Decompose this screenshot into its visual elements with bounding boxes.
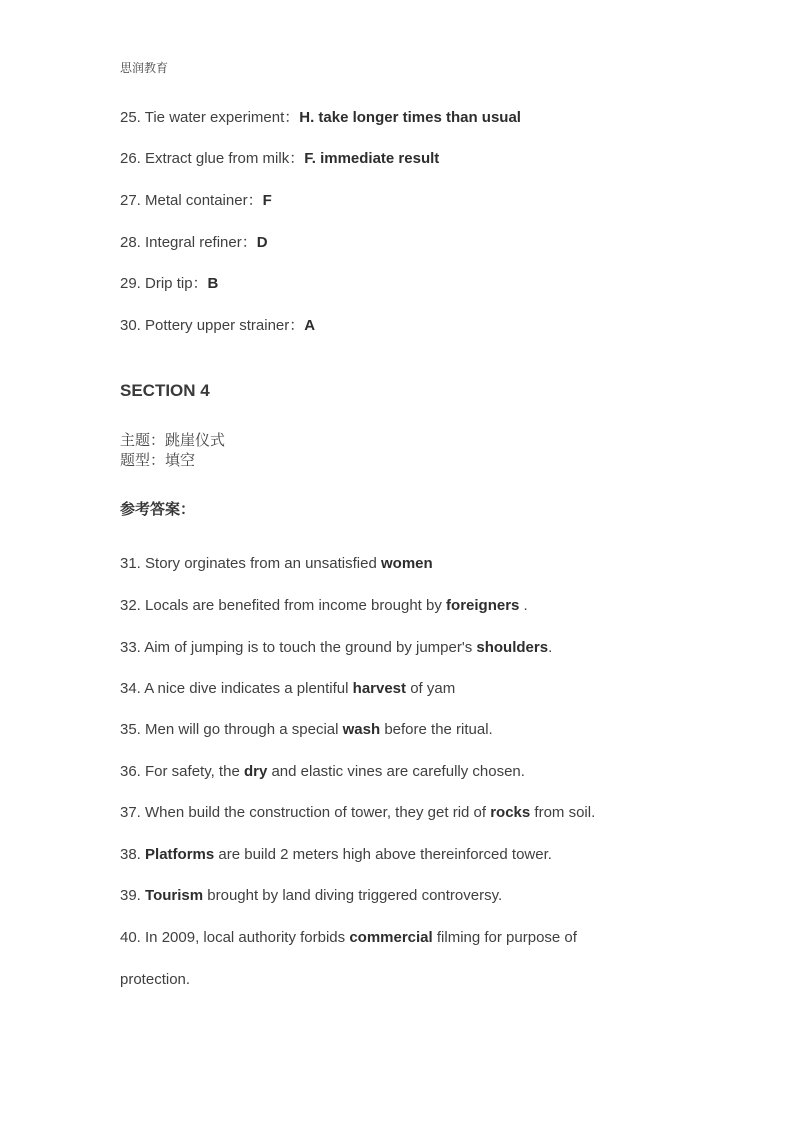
answer-line-29: [120, 274, 218, 294]
answer-key: B: [207, 275, 219, 292]
answer-text: 34. A nice dive indicates a plentiful: [120, 680, 353, 697]
answer-text: 32. Locals are benefited from income brought by: [120, 597, 447, 614]
answer-line-40-continuation: protection.: [120, 971, 191, 988]
answer-line-35: [120, 720, 493, 740]
answer-key: wash: [342, 721, 381, 738]
answer-text: 29. Drip tip：: [120, 275, 208, 292]
answer-key: F: [262, 192, 272, 209]
answer-line-37: [120, 803, 595, 823]
answer-text: 40. In 2009, local authority forbids: [120, 929, 350, 946]
section-title: SECTION 4: [120, 381, 210, 400]
answer-text: are build 2 meters high above thereinforced tower.: [214, 846, 552, 863]
answer-text: of yam: [406, 680, 456, 697]
answer-line-27: [120, 191, 272, 211]
answer-line-40: [120, 928, 577, 948]
section-question-type: 题型：填空: [120, 452, 196, 469]
reference-answer-label: 参考答案：: [120, 501, 196, 518]
answer-key: rocks: [490, 804, 531, 821]
answer-text: 25. Tie water experiment：: [120, 109, 300, 126]
answer-text: 28. Integral refiner：: [120, 234, 257, 251]
answer-key: H. take longer times than usual: [299, 109, 521, 126]
answer-line-36: [120, 762, 525, 782]
answer-text: 30. Pottery upper strainer：: [120, 317, 305, 334]
answer-text: 39.: [120, 887, 146, 904]
answer-line-32: [120, 596, 528, 616]
answer-key: D: [256, 234, 268, 251]
answer-text: 26. Extract glue from milk：: [120, 150, 305, 167]
answer-text: 37. When build the construction of tower, they get rid of: [120, 804, 491, 821]
answer-text: and elastic vines are carefully chosen.: [267, 763, 525, 780]
answer-key: Platforms: [145, 846, 215, 863]
answer-text: 31. Story orginates from an unsatisfied: [120, 555, 381, 572]
answer-line-30: [120, 316, 315, 336]
answer-key: commercial: [349, 929, 433, 946]
answer-text: before the ritual.: [380, 721, 493, 738]
page-header: 思润教育: [120, 61, 169, 75]
answer-line-28: [120, 233, 268, 253]
answer-key: dry: [243, 763, 268, 780]
section-topic: 主题：跳崖仪式: [120, 432, 226, 449]
answer-text: filming for purpose of: [432, 929, 577, 946]
answer-key: women: [380, 555, 433, 572]
answer-key: shoulders: [476, 639, 549, 656]
answer-key: F. immediate result: [304, 150, 440, 167]
answer-line-26: [120, 149, 439, 169]
answer-key: harvest: [352, 680, 407, 697]
answer-text: 36. For safety, the: [120, 763, 244, 780]
answer-key: Tourism: [145, 887, 204, 904]
answer-line-34: [120, 679, 455, 699]
answer-text: 35. Men will go through a special: [120, 721, 343, 738]
answer-key: A: [304, 317, 316, 334]
answer-line-38: [120, 845, 552, 865]
answer-text: .: [548, 639, 553, 656]
answer-text: from soil.: [530, 804, 596, 821]
answer-text: 27. Metal container：: [120, 192, 263, 209]
answer-text: brought by land diving triggered controversy.: [203, 887, 503, 904]
answer-line-25: [120, 108, 521, 128]
answer-text: 33. Aim of jumping is to touch the ground by jumper's: [120, 639, 477, 656]
answer-line-39: [120, 886, 502, 906]
answer-key: foreigners: [446, 597, 520, 614]
answer-text: 38.: [120, 846, 146, 863]
answer-line-33: [120, 638, 552, 658]
answer-text: .: [519, 597, 528, 614]
answer-line-31: [120, 554, 433, 574]
